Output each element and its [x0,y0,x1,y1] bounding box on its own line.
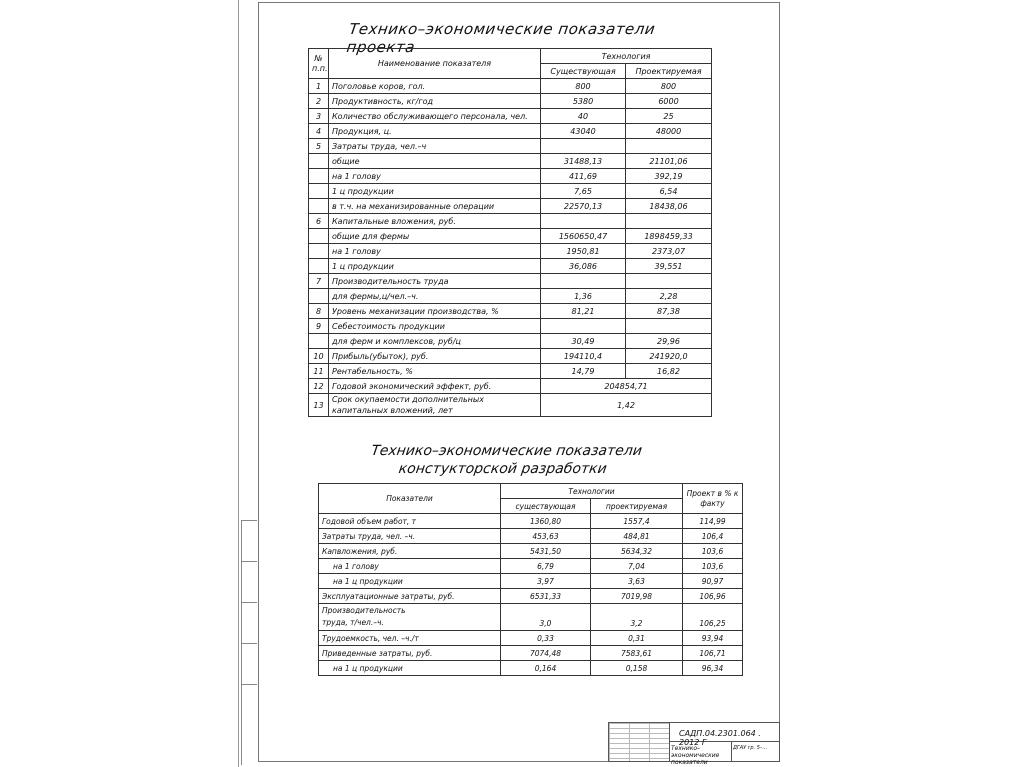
table-row [319,514,743,529]
row-name: на 1 голову [329,244,541,259]
col-name-header: Наименование показателя [329,49,541,79]
col-existing-header: существующая [501,499,591,514]
projected-value: 7583,61 [591,646,683,661]
drawing-name: Технико–экономические показатели [671,745,720,766]
row-number: 7 [309,274,329,289]
existing-value [541,274,626,289]
ratio-value: 96,34 [683,661,743,676]
ratio-value: 90,97 [683,574,743,589]
table-row [309,304,712,319]
projected-value: 0,31 [591,631,683,646]
design-indicators-body [319,514,743,676]
row-name: на 1 голову [319,559,501,574]
combined-value: 1,42 [541,394,712,417]
row-number: 9 [309,319,329,334]
row-name: Годовой объем работ, т [319,514,501,529]
row-name: Продуктивность, кг/год [329,94,541,109]
projected-value [626,274,712,289]
table-row [309,214,712,229]
projected-value: 29,96 [626,334,712,349]
existing-value: 3,97 [501,574,591,589]
existing-value: 14,79 [541,364,626,379]
row-number [309,244,329,259]
organization: ДГАУ гр. 5–... [733,745,768,751]
projected-value [626,139,712,154]
existing-value: 3,0 [501,604,591,631]
row-name: в т.ч. на механизированные операции [329,199,541,214]
existing-value: 81,21 [541,304,626,319]
projected-value: 2373,07 [626,244,712,259]
row-name: Рентабельность, % [329,364,541,379]
col-number-header: № п.п. [309,49,329,79]
row-number [309,289,329,304]
row-name: для ферм и комплексов, руб/ц [329,334,541,349]
ratio-value: 106,71 [683,646,743,661]
row-number: 8 [309,304,329,319]
row-name: на 1 ц продукции [319,574,501,589]
existing-value [541,319,626,334]
existing-value: 7,65 [541,184,626,199]
project-indicators-title: Технико–экономические показатели проекта [345,20,657,56]
row-number: 11 [309,364,329,379]
ratio-value: 114,99 [683,514,743,529]
existing-value: 5380 [541,94,626,109]
table-row [309,139,712,154]
projected-value: 87,38 [626,304,712,319]
existing-value [541,139,626,154]
table-row [309,274,712,289]
projected-value: 800 [626,79,712,94]
table-row [309,289,712,304]
design-title-line1: Технико–экономические показатели [370,443,643,459]
projected-value: 6000 [626,94,712,109]
ratio-value: 106,96 [683,589,743,604]
row-name: Эксплуатационные затраты, руб. [319,589,501,604]
row-name: Продукция, ц. [329,124,541,139]
row-number [309,334,329,349]
col-projected-header: проектируемая [591,499,683,514]
project-indicators-table [308,48,712,417]
existing-value: 30,49 [541,334,626,349]
row-name: Срок окупаемости дополнительных капитальных вложений, лет [329,394,541,417]
projected-value: 0,158 [591,661,683,676]
table-row [309,79,712,94]
existing-value: 36,086 [541,259,626,274]
row-number [309,184,329,199]
ratio-value: 93,94 [683,631,743,646]
table-row [309,259,712,274]
projected-value: 3,63 [591,574,683,589]
table-row [319,529,743,544]
table-row [319,646,743,661]
row-name: для фермы,ц/чел.–ч. [329,289,541,304]
ratio-value: 106,25 [683,604,743,631]
table-row [309,124,712,139]
existing-value: 453,63 [501,529,591,544]
projected-value: 3,2 [591,604,683,631]
projected-value: 7,04 [591,559,683,574]
projected-value: 39,551 [626,259,712,274]
row-name: Поголовье коров, гол. [329,79,541,94]
table-row [309,109,712,124]
projected-value: 48000 [626,124,712,139]
projected-value: 6,54 [626,184,712,199]
row-number: 1 [309,79,329,94]
table-row [309,244,712,259]
projected-value: 21101,06 [626,154,712,169]
stamp-signature-grid [609,723,669,761]
table-row [319,631,743,646]
projected-value: 7019,98 [591,589,683,604]
ratio-value: 103,6 [683,544,743,559]
col-technology-header: Технология [541,49,712,64]
projected-value: 1898459,33 [626,229,712,244]
table-row [319,661,743,676]
row-name: 1 ц продукции [329,259,541,274]
row-name: Производительность труда [329,274,541,289]
projected-value [626,214,712,229]
existing-value: 1360,80 [501,514,591,529]
col-indicator-header: Показатели [319,484,501,514]
row-number [309,199,329,214]
existing-value: 43040 [541,124,626,139]
row-name-line1: Производительность [322,606,406,615]
existing-value: 411,69 [541,169,626,184]
row-number: 13 [309,394,329,417]
design-indicators-title [367,442,672,478]
existing-value: 40 [541,109,626,124]
design-indicators-table [318,483,743,676]
projected-value: 16,82 [626,364,712,379]
row-number: 2 [309,94,329,109]
table-row [319,589,743,604]
side-stamp-strip [241,520,257,765]
existing-value: 0,164 [501,661,591,676]
projected-value: 1557,4 [591,514,683,529]
existing-value: 1,36 [541,289,626,304]
projected-value: 484,81 [591,529,683,544]
existing-value: 31488,13 [541,154,626,169]
row-number: 6 [309,214,329,229]
row-name: Себестоимость продукции [329,319,541,334]
row-number [309,154,329,169]
row-name: Капвложения, руб. [319,544,501,559]
existing-value: 1950,81 [541,244,626,259]
col-projected-header: Проектируемая [626,64,712,79]
col-existing-header: Существующая [541,64,626,79]
table-row [319,559,743,574]
table-row [309,229,712,244]
row-name: общие [329,154,541,169]
row-number [309,229,329,244]
table-row [319,604,743,631]
row-name: Прибыль(убыток), руб. [329,349,541,364]
existing-value: 1560650,47 [541,229,626,244]
projected-value: 2,28 [626,289,712,304]
table-row [309,184,712,199]
table-row [309,334,712,349]
table-row [309,394,712,417]
table-row [309,379,712,394]
row-number: 10 [309,349,329,364]
table-row [319,574,743,589]
projected-value: 241920,0 [626,349,712,364]
table-row [309,169,712,184]
row-name-line2: труда, т/чел.–ч. [322,618,384,627]
row-name: Затраты труда, чел.–ч [329,139,541,154]
drawing-code: САДП.04.2301.064 . 2012 Г [679,729,761,747]
projected-value: 392,19 [626,169,712,184]
projected-value: 25 [626,109,712,124]
row-name: на 1 голову [329,169,541,184]
table-row [309,94,712,109]
existing-value: 6531,33 [501,589,591,604]
table-row [309,154,712,169]
row-name: Трудоемкость, чел. –ч./т [319,631,501,646]
table-row [309,364,712,379]
row-name: Уровень механизации производства, % [329,304,541,319]
row-name: 1 ц продукции [329,184,541,199]
row-number [309,169,329,184]
row-name: Затраты труда, чел. –ч. [319,529,501,544]
existing-value: 6,79 [501,559,591,574]
row-name: Количество обслуживающего персонала, чел. [329,109,541,124]
combined-value: 204854,71 [541,379,712,394]
existing-value: 7074,48 [501,646,591,661]
row-name: Приведенные затраты, руб. [319,646,501,661]
projected-value: 5634,32 [591,544,683,559]
table-row [319,544,743,559]
row-name: Капитальные вложения, руб. [329,214,541,229]
table-row [309,199,712,214]
row-number: 5 [309,139,329,154]
existing-value: 800 [541,79,626,94]
row-number: 12 [309,379,329,394]
existing-value: 22570,13 [541,199,626,214]
design-title-line2: констукторской разработки [397,461,608,477]
table-row [309,319,712,334]
binding-line [238,0,239,767]
row-number: 3 [309,109,329,124]
row-name: Годовой экономический эффект, руб. [329,379,541,394]
ratio-value: 106,4 [683,529,743,544]
existing-value: 5431,50 [501,544,591,559]
row-name [319,604,501,631]
existing-value: 0,33 [501,631,591,646]
col-ratio-header: Проект в % к факту [683,484,743,514]
ratio-value: 103,6 [683,559,743,574]
col-technologies-header: Технологии [501,484,683,499]
row-number: 4 [309,124,329,139]
existing-value [541,214,626,229]
table-row [309,349,712,364]
row-number [309,259,329,274]
existing-value: 194110,4 [541,349,626,364]
projected-value: 18438,06 [626,199,712,214]
row-name: на 1 ц продукции [319,661,501,676]
projected-value [626,319,712,334]
title-block-stamp [608,722,780,766]
project-indicators-body [309,79,712,417]
row-name: общие для фермы [329,229,541,244]
